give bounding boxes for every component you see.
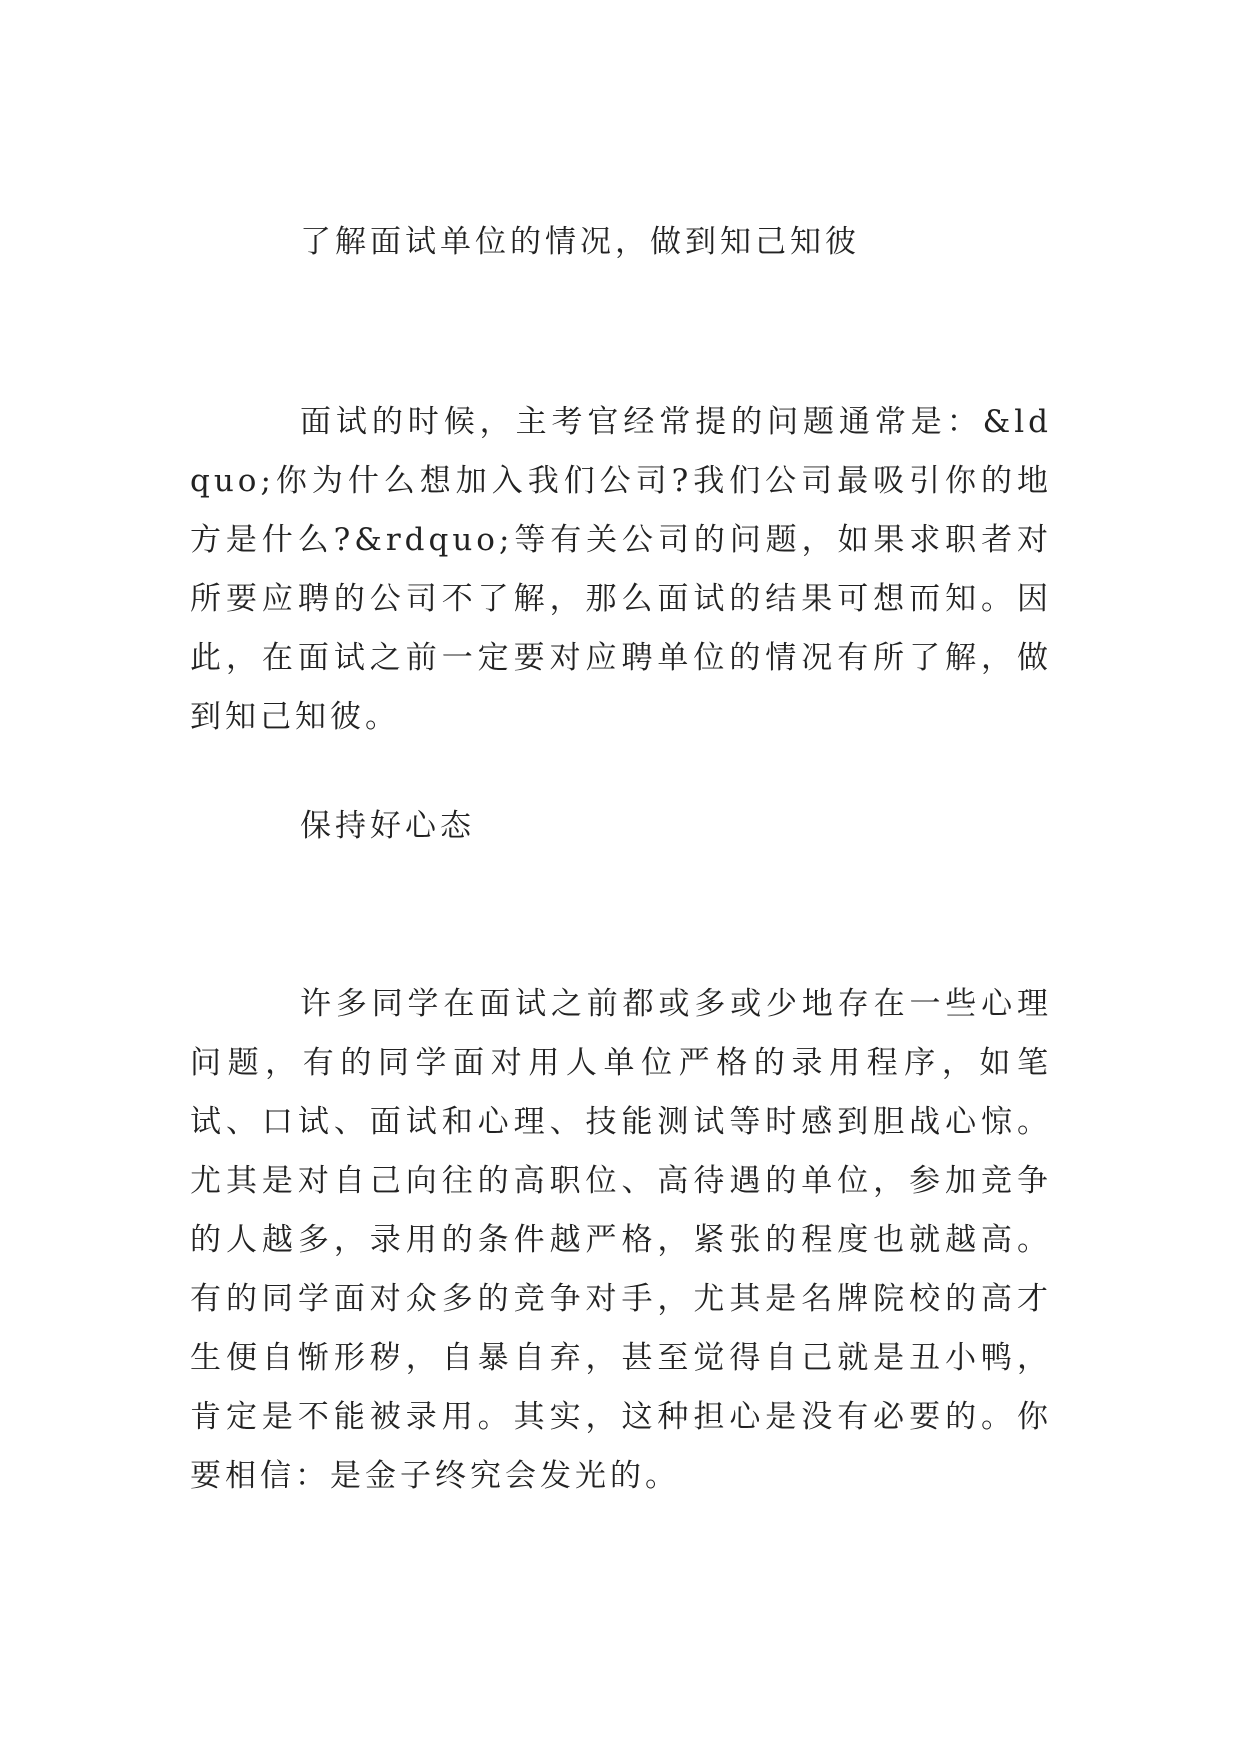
- section-heading-company-research: 了解面试单位的情况，做到知己知彼: [300, 224, 860, 260]
- paragraph-company-research: 面试的时候，主考官经常提的问题通常是：&ldquo;你为什么想加入我们公司?我们公司最吸引你的地方是什么?&rdquo;等有关公司的问题，如果求职者对所要应聘的公司不了解，那么面试的结果可想而知。因此，在面试之前一定要对应聘单位的情况有所了解，做到知己知彼。: [190, 404, 1052, 735]
- paragraph-good-attitude: 许多同学在面试之前都或多或少地存在一些心理问题，有的同学面对用人单位严格的录用程序，如笔试、口试、面试和心理、技能测试等时感到胆战心惊。尤其是对自己向往的高职位、高待遇的单位，参加竞争的人越多，录用的条件越严格，紧张的程度也就越高。有的同学面对众多的竞争对手，尤其是名牌院校的高才生便自惭形秽，自暴自弃，甚至觉得自己就是丑小鸭，肯定是不能被录用。其实，这种担心是没有必要的。你要相信：是金子终究会发光的。: [190, 986, 1052, 1494]
- section-heading-good-attitude: 保持好心态: [300, 808, 475, 844]
